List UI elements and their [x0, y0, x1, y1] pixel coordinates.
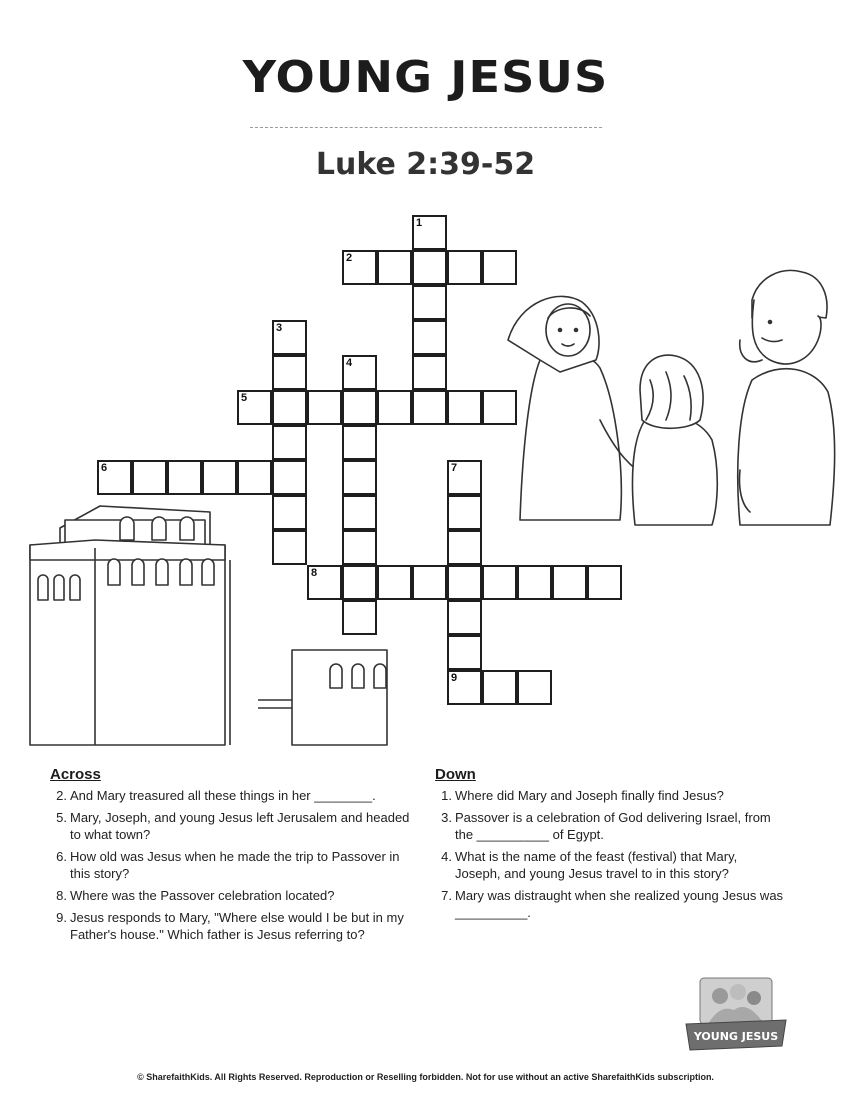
crossword-cell[interactable] — [272, 460, 307, 495]
crossword-cell[interactable] — [237, 390, 272, 425]
crossword-cell[interactable] — [342, 565, 377, 600]
clue-number: 7 — [451, 462, 458, 474]
down-clue-7: 7. Mary was distraught when she realized young Jesus was __________. — [441, 888, 784, 920]
crossword-cell[interactable] — [377, 390, 412, 425]
crossword-cell[interactable] — [97, 460, 132, 495]
crossword-cell[interactable] — [517, 565, 552, 600]
clue-number: 9 — [451, 672, 458, 684]
crossword-cell[interactable] — [377, 250, 412, 285]
crossword-cell[interactable] — [447, 600, 482, 635]
crossword-cell[interactable] — [307, 390, 342, 425]
crossword-cell[interactable] — [342, 390, 377, 425]
down-clue-3: 3. Passover is a celebration of God delivering Israel, from the __________ of Egypt. — [441, 810, 771, 842]
badge-label: YOUNG JESUS — [693, 1030, 779, 1043]
across-heading: Across — [50, 766, 101, 783]
crossword-cell[interactable] — [237, 460, 272, 495]
scripture-reference: Luke 2:39-52 — [315, 147, 536, 182]
crossword-cell[interactable] — [167, 460, 202, 495]
crossword-cell[interactable] — [482, 390, 517, 425]
crossword-cell[interactable] — [272, 390, 307, 425]
crossword-cell[interactable] — [272, 355, 307, 390]
crossword-cell[interactable] — [342, 530, 377, 565]
crossword-cell[interactable] — [307, 565, 342, 600]
crossword-cell[interactable] — [202, 460, 237, 495]
crossword-cell[interactable] — [132, 460, 167, 495]
crossword-cell[interactable] — [447, 390, 482, 425]
down-heading: Down — [435, 766, 476, 783]
clue-number: 2 — [346, 252, 353, 264]
across-clue-9: 9. Jesus responds to Mary, "Where else would I be but in my Father's house." Which father is Jesus referring to? — [56, 910, 404, 942]
across-clue-6: 6. How old was Jesus when he made the trip to Passover in this story? — [56, 849, 400, 881]
crossword-cell[interactable] — [412, 355, 447, 390]
crossword-cell[interactable] — [447, 530, 482, 565]
crossword-cell[interactable] — [342, 460, 377, 495]
crossword-cell[interactable] — [412, 320, 447, 355]
crossword-cell[interactable] — [447, 565, 482, 600]
down-clue-4: 4. What is the name of the feast (festival) that Mary, Joseph, and young Jesus travel to in this story? — [441, 849, 738, 881]
across-clue-5: 5. Mary, Joseph, and young Jesus left Jerusalem and headed to what town? — [56, 810, 410, 842]
crossword-cell[interactable] — [377, 565, 412, 600]
down-clue-list — [435, 787, 785, 926]
crossword-cell[interactable] — [587, 565, 622, 600]
crossword-cell[interactable] — [342, 495, 377, 530]
clue-number: 4 — [346, 357, 353, 369]
across-clue-list — [50, 787, 410, 948]
clue-number: 6 — [101, 462, 108, 474]
copyright-footer: © SharefaithKids. All Rights Reserved. Reproduction or Reselling forbidden. Not for use without an active SharefaithKids subscription. — [137, 1072, 714, 1082]
clue-number: 3 — [276, 322, 283, 334]
crossword-cell[interactable] — [342, 355, 377, 390]
crossword-cell[interactable] — [447, 495, 482, 530]
crossword-cell[interactable] — [272, 530, 307, 565]
crossword-cell[interactable] — [342, 425, 377, 460]
crossword-cell[interactable] — [447, 670, 482, 705]
crossword-cell[interactable] — [482, 250, 517, 285]
crossword-cell[interactable] — [447, 460, 482, 495]
young-jesus-badge — [684, 972, 788, 1058]
crossword-cell[interactable] — [412, 285, 447, 320]
clue-number: 1 — [416, 217, 423, 229]
clue-number: 5 — [241, 392, 248, 404]
crossword-cell[interactable] — [412, 250, 447, 285]
across-clue-2: 2. And Mary treasured all these things in her ________. — [56, 788, 376, 803]
page-title: YOUNG JESUS — [242, 52, 609, 103]
crossword-cell[interactable] — [482, 565, 517, 600]
crossword-cell[interactable] — [447, 250, 482, 285]
crossword-cell[interactable] — [412, 215, 447, 250]
crossword-cell[interactable] — [482, 670, 517, 705]
crossword-cell[interactable] — [272, 425, 307, 460]
crossword-cell[interactable] — [342, 600, 377, 635]
down-clue-1: 1. Where did Mary and Joseph finally find Jesus? — [441, 788, 724, 803]
clue-number: 8 — [311, 567, 318, 579]
across-clue-8: 8. Where was the Passover celebration located? — [56, 888, 335, 903]
crossword-cell[interactable] — [272, 320, 307, 355]
crossword-cell[interactable] — [447, 635, 482, 670]
crossword-cell[interactable] — [412, 565, 447, 600]
crossword-cell[interactable] — [552, 565, 587, 600]
crossword-cell[interactable] — [272, 495, 307, 530]
crossword-cell[interactable] — [517, 670, 552, 705]
crossword-cell[interactable] — [342, 250, 377, 285]
crossword-cell[interactable] — [412, 390, 447, 425]
